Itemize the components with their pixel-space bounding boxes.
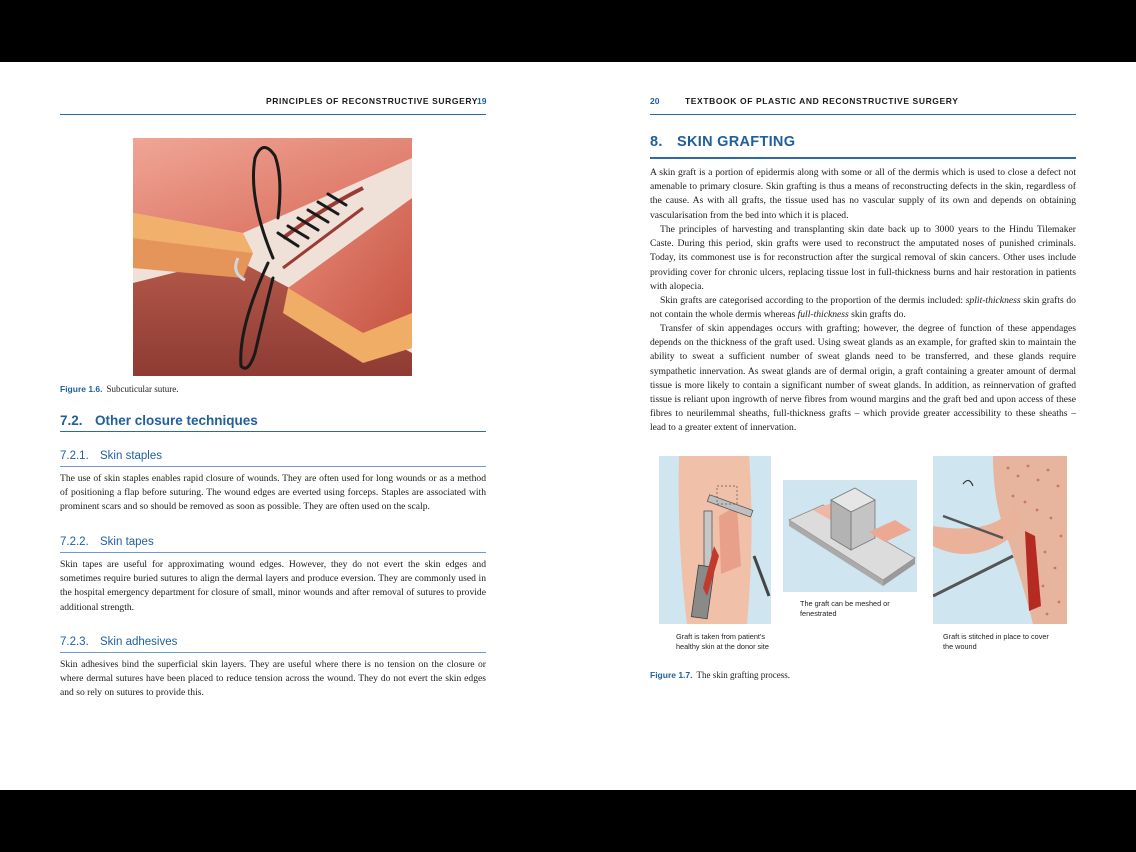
left-page: [60, 62, 486, 790]
subsection-title: Skin tapes: [100, 536, 154, 548]
section-title: Other closure techniques: [95, 413, 258, 428]
body-paragraph: The principles of harvesting and transplanting skin date back up to 3000 years to the Hindu Tilemaker Caste. During this period, skin grafts were used to reconstruct the amputated noses of punished criminals. Today, its commonest use is for reconstruction after the surgical removal of skin cancers. Other uses include providing cover for chronic ulcers, replacing tissue lost in full-thickness burns and hair restoration in patients with alopecia.: [650, 224, 1076, 292]
figure-caption: [650, 670, 790, 680]
panel-caption: Graft is taken from patient's healthy skin at the donor site: [676, 632, 769, 651]
body-paragraph: A skin graft is a portion of epidermis along with some or all of the dermis which is used to close a defect not amenable to primary closure. Skin grafting is thus a means of reconstructing defects in the skin, regardless of the cause. As with all grafts, the tissue used has no vascular supply of its own and depends on obtaining vascularisation from the bed into which it is placed.: [650, 167, 1076, 221]
subsection-rule: [60, 652, 486, 653]
section-number: 7.2.: [60, 413, 83, 428]
subsection-heading: [60, 636, 177, 648]
section-rule: [650, 157, 1076, 159]
body-paragraph: Transfer of skin appendages occurs with grafting; however, the degree of function of these appendages depends on the thickness of the graft used. Using sweat glands as an example, for grafted skin to maintain the ability to sweat a sufficient number of sweat glands need to be transferred, and these glands require sympathetic innervation. As sweat glands are of dermal origin, a graft containing a greater amount of dermal tissue is more likely to contain a significant number of sweat glands. In addition, as reinnervation of grafted tissue is reliant upon ingrowth of nerve fibres from wound margins and the graft bed and upon access of these fibres to neurilemmal sheaths, full-thickness grafts – which provide greater accessibility to these sheaths – lead to a greater extent of innervation.: [650, 323, 1076, 434]
running-head: TEXTBOOK OF PLASTIC AND RECONSTRUCTIVE SURGERY: [685, 96, 959, 106]
donor-site-panel: [659, 456, 771, 624]
mesher-panel: [783, 480, 917, 592]
recipient-site-panel: [933, 456, 1067, 624]
subsection-title: Skin staples: [100, 450, 163, 462]
page-number: 20: [650, 96, 660, 106]
subsection-number: 7.2.2.: [60, 536, 89, 548]
figure-caption-text: The skin grafting process.: [696, 670, 790, 680]
right-page: [650, 62, 1076, 790]
subsection-title: Skin adhesives: [100, 636, 178, 648]
book-spread: [0, 62, 1136, 790]
header-rule: [650, 114, 1076, 115]
subsection-rule: [60, 466, 486, 467]
figure-caption: [60, 384, 179, 394]
running-head: PRINCIPLES OF RECONSTRUCTIVE SURGERY: [266, 96, 479, 106]
subsection-heading: [60, 536, 154, 548]
body-paragraph: Skin adhesives bind the superficial skin layers. They are useful where there is no tension on the closure or where dermal sutures have been placed to reduce tension across the wound. They do not evert the skin edges and so rely on sutures to provide this.: [60, 659, 486, 699]
panel-caption: Graft is stitched in place to cover the wound: [943, 632, 1049, 651]
subsection-heading: [60, 450, 162, 462]
section-rule: [60, 431, 486, 432]
figure-caption-text: Subcuticular suture.: [106, 384, 179, 394]
section-title: SKIN GRAFTING: [677, 134, 796, 150]
subsection-number: 7.2.3.: [60, 636, 89, 648]
figure-label: Figure 1.7.: [650, 670, 693, 680]
section-heading: [60, 413, 258, 428]
figure-label: Figure 1.6.: [60, 384, 103, 394]
page-number: 19: [477, 96, 487, 106]
body-paragraph: Skin grafts are categorised according to the proportion of the dermis included: split-thickness skin grafts do not contain the whole dermis whereas full-thickness skin grafts do.: [650, 295, 1076, 321]
body-paragraph: The use of skin staples enables rapid closure of wounds. They are often used for long wounds or as a method of positioning a flap before suturing. The wound edges are everted using forceps. Staples are associated with prominent scars and so should be removed as soon as possible. They are often used on the scalp.: [60, 473, 486, 513]
subsection-rule: [60, 552, 486, 553]
header-rule: [60, 114, 486, 115]
body-paragraph: Skin tapes are useful for approximating wound edges. However, they do not evert the skin edges and sometimes require buried sutures to align the dermal layers and produce eversion. They are commonly used in the hospital emergency department for closure of small, minor wounds and after removal of sutures to provide additional strength.: [60, 559, 486, 613]
subcuticular-suture-illustration: [133, 138, 412, 376]
subsection-number: 7.2.1.: [60, 450, 89, 462]
chapter-section-heading: [650, 134, 795, 150]
section-number: 8.: [650, 134, 663, 150]
panel-caption: The graft can be meshed or fenestrated: [800, 599, 890, 618]
